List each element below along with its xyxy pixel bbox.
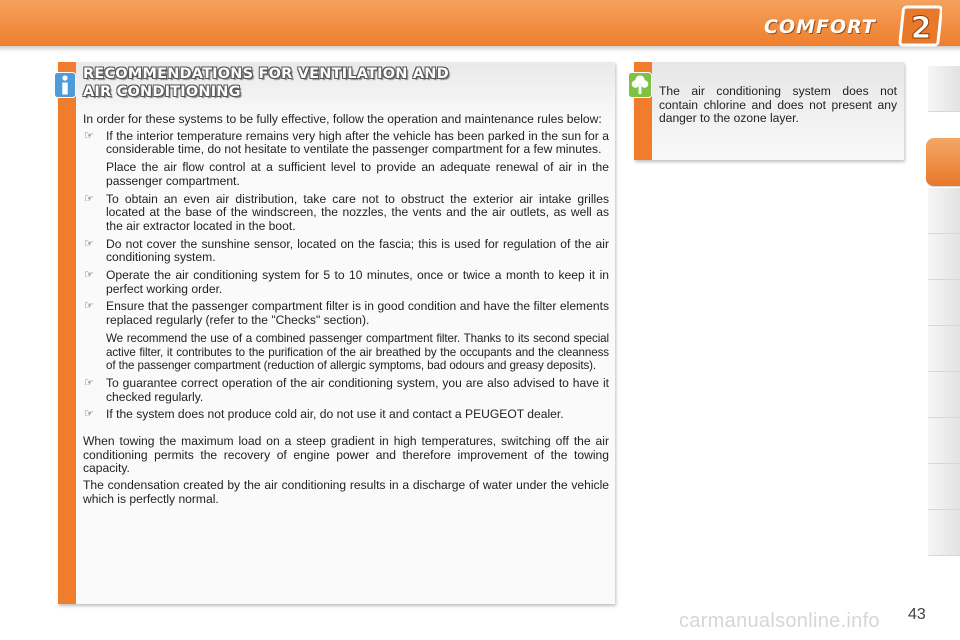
chapter-tab-7[interactable] xyxy=(928,372,960,418)
chapter-tab-3[interactable] xyxy=(928,188,960,234)
list-item xyxy=(83,377,609,404)
tree-icon xyxy=(628,72,652,98)
bullet-text: Operate the air conditioning system for 5 to 10 minutes, once or twice a month to keep it in perfect working order. xyxy=(106,268,609,296)
environment-note-text: The air conditioning system does not contain chlorine and does not present any danger to the ozone layer. xyxy=(659,84,897,126)
list-item xyxy=(83,269,609,296)
bullet-text: To guarantee correct operation of the air conditioning system, you are also advised to have it checked regularly. xyxy=(106,375,609,404)
watermark: carmanualsonline.info xyxy=(679,610,880,632)
section-title-line-1: RECOMMENDATIONS FOR VENTILATION AND xyxy=(83,66,449,82)
section-title-line-2: AIR CONDITIONING xyxy=(83,84,241,100)
list-item xyxy=(83,193,609,234)
chapter-tab-8[interactable] xyxy=(928,418,960,464)
pointing-hand-icon: ☞ xyxy=(84,192,94,205)
bullet-note-airflow: Place the air flow control at a sufficient level to provide an adequate renewal of air in the passenger compartment. xyxy=(106,160,609,188)
recommendations-body xyxy=(83,113,609,510)
pointing-hand-icon: ☞ xyxy=(84,129,94,142)
section-title xyxy=(83,65,503,101)
chapter-tab-4[interactable] xyxy=(928,234,960,280)
chapter-tab-5[interactable] xyxy=(928,280,960,326)
chapter-number-badge xyxy=(898,4,942,48)
list-item xyxy=(83,238,609,265)
list-item xyxy=(83,300,609,327)
bullet-text: If the system does not produce cold air, do not use it and contact a PEUGEOT dealer. xyxy=(106,407,564,422)
header-shadow xyxy=(0,46,960,52)
bullet-text: Ensure that the passenger compartment filter is in good condition and have the filter elements replaced regularly (refer to the "Checks" section). xyxy=(106,299,609,328)
chapter-tab-10[interactable] xyxy=(928,510,960,556)
chapter-tab-1[interactable] xyxy=(928,66,960,112)
bullet-text: If the interior temperature remains very high after the vehicle has been parked in the sun for a considerable time, do not hesitate to ventilate the passenger compartment for a few minutes. xyxy=(106,128,609,157)
pointing-hand-icon: ☞ xyxy=(84,408,94,421)
list-item xyxy=(83,130,609,157)
chapter-tabs xyxy=(928,66,960,576)
chapter-tab-9[interactable] xyxy=(928,464,960,510)
intro-paragraph: In order for these systems to be fully effective, follow the operation and maintenance rules below: xyxy=(83,112,602,126)
chapter-number: 2 xyxy=(910,11,932,46)
page-number: 43 xyxy=(908,606,926,623)
pointing-hand-icon: ☞ xyxy=(84,376,94,389)
bullet-text: Do not cover the sunshine sensor, located on the fascia; this is used for regulation of the air conditioning system. xyxy=(106,236,609,265)
list-item xyxy=(83,408,609,422)
bullet-text: To obtain an even air distribution, take care not to obstruct the exterior air intake grilles located at the base of the windscreen, the nozzles, the vents and the air outlets, as well as the air extractor located in the boot. xyxy=(106,191,609,233)
chapter-title: COMFORT xyxy=(764,16,876,38)
chapter-tab-2-active[interactable] xyxy=(926,138,960,187)
panel-accent-stripe xyxy=(58,62,76,604)
pointing-hand-icon: ☞ xyxy=(84,300,94,313)
condensation-paragraph: The condensation created by the air conditioning results in a discharge of water under the vehicle which is perfectly normal. xyxy=(83,478,609,506)
towing-paragraph: When towing the maximum load on a steep gradient in high temperatures, switching off the air conditioning permits the recovery of engine power and therefore improvement of the towing capacity. xyxy=(83,434,609,476)
info-icon xyxy=(54,72,76,98)
pointing-hand-icon: ☞ xyxy=(84,269,94,282)
chapter-tab-6[interactable] xyxy=(928,326,960,372)
bullet-note-filter: We recommend the use of a combined passenger compartment filter. Thanks to its second special active filter, it contributes to the purification of the air breathed by the occupants and the cleanness of the passenger compartment (reduction of allergic symptoms, bad odours and greasy deposits). xyxy=(106,331,609,373)
pointing-hand-icon: ☞ xyxy=(84,237,94,250)
